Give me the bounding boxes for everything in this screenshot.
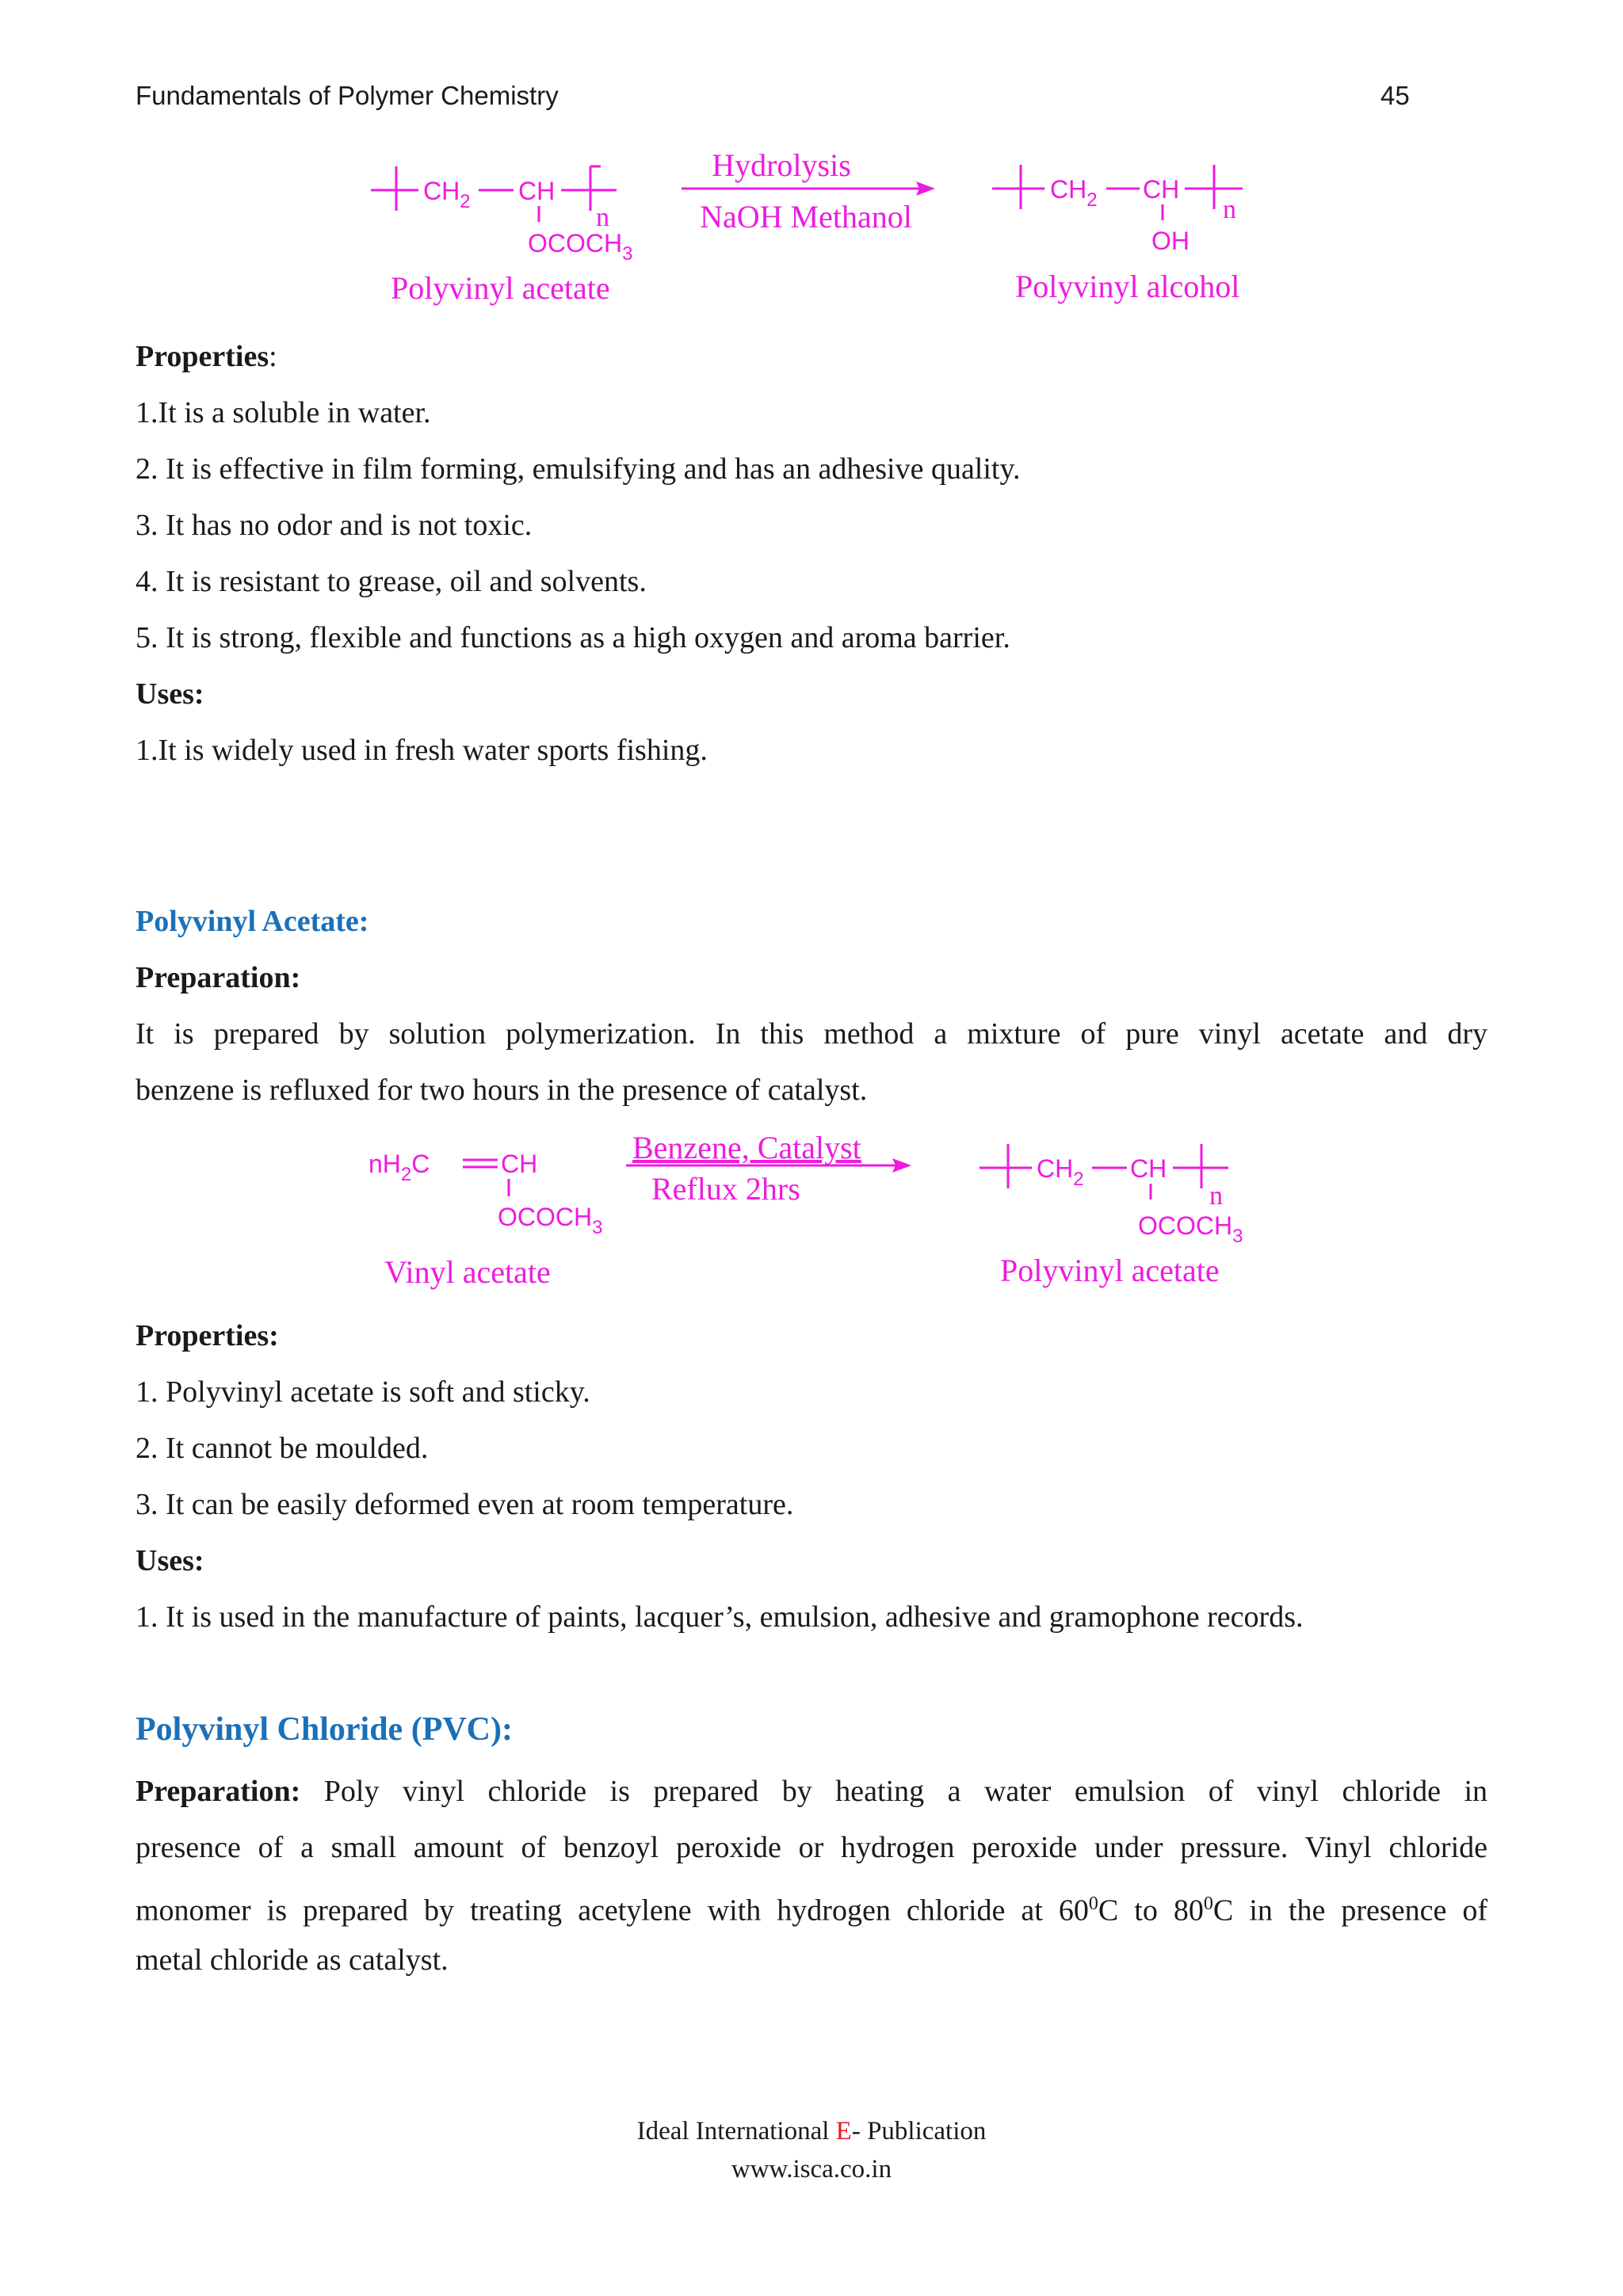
svg-text:OCOCH3: $OCOCH_3$ — [528, 229, 633, 265]
polymerization-reaction-scheme — [0, 1125, 1623, 1299]
paragraph-line: It is prepared by solution polymerization. In this method a mixture of pure vinyl acetate and dry — [136, 1017, 1487, 1051]
vinyl-acetate-structure — [369, 1150, 602, 1238]
svg-text:CH: CH — [501, 1150, 538, 1178]
list-item: 4. It is resistant to grease, oil and solvents. — [136, 565, 647, 598]
list-item: 3. It has no odor and is not toxic. — [136, 509, 533, 542]
properties-heading: Properties: — [136, 1319, 279, 1352]
section-title: Polyvinyl Chloride (PVC): — [136, 1711, 513, 1748]
polyvinyl-alcohol-structure — [992, 165, 1243, 255]
product-name: Polyvinyl alcohol — [1015, 269, 1240, 304]
paragraph-line: Preparation: Poly vinyl chloride is prepared by heating a water emulsion of vinyl chloride in — [136, 1775, 1487, 1808]
page-number: 45 — [1381, 81, 1410, 110]
properties-heading: Properties: — [136, 340, 277, 373]
monomer-name: Vinyl acetate — [384, 1254, 551, 1290]
list-item: 5. It is strong, flexible and functions as a high oxygen and aroma barrier. — [136, 621, 1010, 654]
svg-text:OCOCH3: $OCOCH_3$ — [498, 1203, 603, 1238]
paragraph-line: benzene is refluxed for two hours in the presence of catalyst. — [136, 1074, 868, 1107]
svg-text:CH2: $CH_2$ — [1037, 1154, 1084, 1190]
list-item: 2. It cannot be moulded. — [136, 1432, 429, 1465]
footer-url[interactable]: www.isca.co.in — [731, 2155, 892, 2183]
svg-text:n: n — [1209, 1181, 1223, 1211]
svg-text:OH: OH — [1151, 227, 1190, 255]
benzene-catalyst-condition: Benzene, Catalyst — [632, 1130, 861, 1165]
running-header-title: Fundamentals of Polymer Chemistry — [136, 81, 559, 110]
list-item: 1.It is a soluble in water. — [136, 396, 431, 429]
reflux-condition: Reflux 2hrs — [651, 1171, 800, 1207]
list-item: 3. It can be easily deformed even at room temperature. — [136, 1488, 794, 1521]
section-title: Polyvinyl Acetate: — [136, 905, 369, 938]
svg-text:CH: CH — [518, 177, 556, 205]
list-item: 1. It is used in the manufacture of paints, lacquer’s, emulsion, adhesive and gramophone records. — [136, 1600, 1304, 1634]
preparation-heading: Preparation: — [136, 961, 301, 994]
svg-text:OCOCH3: $OCOCH_3$ — [1138, 1211, 1243, 1247]
svg-text:CH2: $CH_2$ — [1050, 175, 1098, 211]
svg-text:CH: CH — [1130, 1154, 1167, 1183]
paragraph-line: presence of a small amount of benzoyl peroxide or hydrogen peroxide under pressure. Vinyl chloride — [136, 1831, 1487, 1864]
reactant-name: Polyvinyl acetate — [391, 270, 610, 306]
reagent-condition: NaOH Methanol — [700, 199, 912, 235]
polyvinyl-acetate-structure — [371, 166, 632, 265]
svg-text:n: n — [1223, 195, 1236, 224]
svg-text:CH2: $CH_2$ — [423, 177, 471, 212]
paragraph-line: metal chloride as catalyst. — [136, 1943, 449, 1977]
uses-heading: Uses: — [136, 677, 204, 711]
list-item: 2. It is effective in film forming, emulsifying and has an adhesive quality. — [136, 452, 1021, 486]
hydrolysis-reaction-scheme — [0, 143, 1623, 317]
list-item: 1.It is widely used in fresh water sports fishing. — [136, 734, 708, 767]
svg-text:nH2C: $nH_2C$ — [369, 1150, 430, 1185]
polyvinyl-acetate-product-structure — [980, 1144, 1243, 1247]
paragraph-line: monomer is prepared by treating acetylene with hydrogen chloride at $60^0C$ to $80^0C$ in the presence of — [136, 1894, 1488, 1928]
product-name: Polyvinyl acetate — [1000, 1253, 1220, 1288]
footer-publisher: Ideal International E- Publication — [636, 2117, 987, 2145]
hydrolysis-condition: Hydrolysis — [712, 147, 851, 183]
uses-heading: Uses: — [136, 1544, 204, 1577]
list-item: 1. Polyvinyl acetate is soft and sticky. — [136, 1375, 590, 1409]
svg-text:n: n — [596, 203, 609, 232]
svg-text:CH: CH — [1143, 175, 1180, 204]
